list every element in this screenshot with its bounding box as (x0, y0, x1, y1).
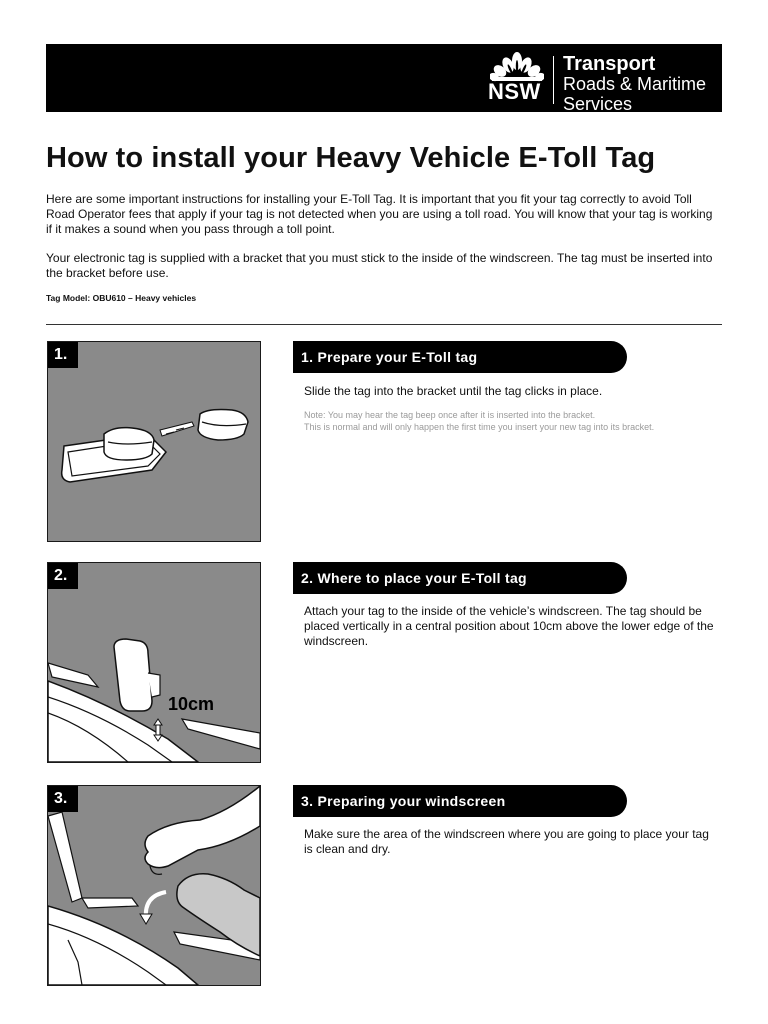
step-2-illustration (47, 562, 261, 763)
waratah-icon (490, 52, 544, 82)
page-title: How to install your Heavy Vehicle E-Toll Tag (46, 142, 656, 174)
step-1-note-line-2: This is normal and will only happen the first time you insert your new tag into its bracket. (304, 422, 655, 432)
step-3-heading: 3. Preparing your windscreen (293, 785, 627, 817)
step-3-illustration (47, 785, 261, 986)
logo-line-roads-maritime: Roads & Maritime (563, 74, 707, 94)
windscreen-placement-illustration (48, 563, 260, 762)
step-1-heading: 1. Prepare your E-Toll tag (293, 341, 627, 373)
step-2-heading: 2. Where to place your E-Toll tag (293, 562, 627, 594)
transport-nsw-logo (486, 52, 716, 114)
logo-line-services: Services (563, 94, 633, 114)
intro-paragraph-2: Your electronic tag is supplied with a bracket that you must stick to the inside of the windscreen. The tag must be inserted into the bracket before use. (46, 251, 713, 280)
intro-paragraph-1: Here are some important instructions for installing your E-Toll Tag. It is important that you fit your tag correctly to avoid Toll Road Operator fees that apply if your tag is not detected when you are using a toll road. You will know that your tag is working if it makes a sound when you pass through a toll point. (46, 192, 713, 236)
step-1-illustration (47, 341, 261, 542)
logo-text (563, 54, 706, 114)
cleaning-windscreen-illustration (48, 786, 260, 985)
step-1-note (304, 409, 724, 433)
step-1-note-line-1: Note: You may hear the tag beep once after it is inserted into the bracket. (304, 410, 596, 420)
nsw-logo-block (486, 52, 546, 108)
tag-model-label: Tag Model: OBU610 – Heavy vehicles (46, 293, 197, 303)
measure-10cm-label: 10cm (168, 694, 215, 714)
step-1-number: 1. (48, 342, 78, 368)
step-3-number: 3. (48, 786, 78, 812)
step-1-body: Slide the tag into the bracket until the tag clicks in place. (304, 384, 603, 398)
step-3-body: Make sure the area of the windscreen where you are going to place your tag is clean and dry. (304, 827, 709, 856)
section-divider (46, 324, 722, 325)
step-2-body: Attach your tag to the inside of the vehicle’s windscreen. The tag should be placed vertically in a central position about 10cm above the lower edge of the windscreen. (304, 604, 714, 648)
logo-line-transport: Transport (563, 53, 656, 75)
logo-divider (553, 56, 554, 104)
step-2-number: 2. (48, 563, 78, 589)
tag-bracket-illustration (48, 342, 260, 541)
nsw-wordmark: NSW (488, 79, 541, 104)
